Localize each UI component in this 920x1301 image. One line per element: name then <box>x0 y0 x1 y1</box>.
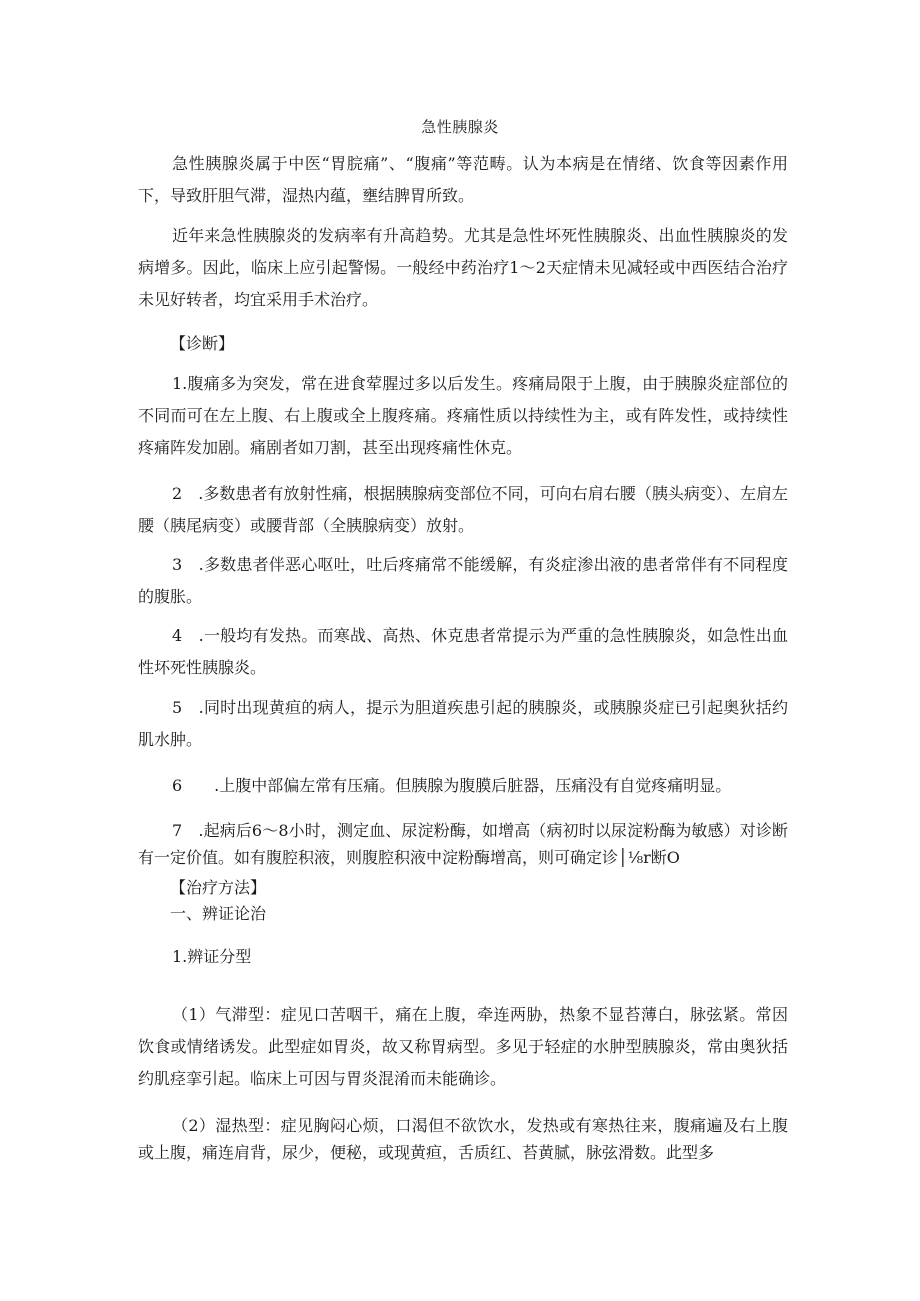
diagnosis-item-3: 3 .多数患者伴恶心呕吐，吐后疼痛常不能缓解，有炎症渗出液的患者常伴有不同程度的腹胀。 <box>138 555 788 606</box>
diagnosis-item-4: 4 .一般均有发热。而寒战、高热、休克患者常提示为严重的急性胰腺炎，如急性出血性坏死性胰腺炎。 <box>138 626 788 677</box>
intro-paragraph-2: 近年来急性胰腺炎的发病率有升高趋势。尤其是急性坏死性胰腺炎、出血性胰腺炎的发病增多。因此，临床上应引起警惕。一般经中药治疗1～2天症情未见减轻或中西医结合治疗未见好转者，均宜采用手术治疗。 <box>138 226 788 309</box>
treatment-section-1: 一、辨证论治 <box>170 904 267 923</box>
treatment-type-1: （1）气滞型：症见口苦咽干，痛在上腹，牵连两胁，热象不显苔薄白，脉弦紧。常因饮食或情绪诱发。此型症如胃炎，故又称胃病型。多见于轻症的水肿型胰腺炎，常由奥狄括约肌痉挛引起。临床上可因与胃炎混淆而未能确诊。 <box>138 1005 788 1088</box>
treatment-sub-1: 1.辨证分型 <box>172 947 252 966</box>
treatment-type-2: （2）湿热型：症见胸闷心烦，口渴但不欲饮水，发热或有寒热往来，腹痛遍及右上腹或上腹，痛连肩背，尿少，便秘，或现黄疸，舌质红、苔黄腻，脉弦滑数。此型多 <box>138 1116 788 1162</box>
intro-paragraph-1: 急性胰腺炎属于中医“胃脘痛”、“腹痛”等范畴。认为本病是在情绪、饮食等因素作用下，导致肝胆气滞，湿热内蕴，壅结脾胃所致。 <box>138 154 788 205</box>
diagnosis-heading: 【诊断】 <box>170 334 235 353</box>
treatment-heading: 【治疗方法】 <box>170 878 267 897</box>
diagnosis-item-6: 6 .上腹中部偏左常有压痛。但胰腺为腹膜后脏器，压痛没有自觉疼痛明显。 <box>172 776 732 795</box>
document-title: 急性胰腺炎 <box>421 118 499 136</box>
diagnosis-item-2: 2 .多数患者有放射性痛，根据胰腺病变部位不同，可向右肩右腰（胰头病变）、左肩左腰（胰尾病变）或腰背部（全胰腺病变）放射。 <box>138 484 788 535</box>
diagnosis-item-7: 7 .起病后6～8小时，测定血、尿淀粉酶，如增高（病初时以尿淀粉酶为敏感）对诊断有一定价值。如有腹腔积液，则腹腔积液中淀粉酶增高，则可确定诊│⅛r断O <box>138 821 788 867</box>
diagnosis-item-1: 1.腹痛多为突发，常在进食荤腥过多以后发生。疼痛局限于上腹，由于胰腺炎症部位的不同而可在左上腹、右上腹或全上腹疼痛。疼痛性质以持续性为主，或有阵发性，或持续性疼痛阵发加剧。痛剧者如刀割，甚至出现疼痛性休克。 <box>138 374 788 457</box>
diagnosis-item-5: 5 .同时出现黄疸的病人，提示为胆道疾患引起的胰腺炎，或胰腺炎症已引起奥狄括约肌水肿。 <box>138 698 788 749</box>
